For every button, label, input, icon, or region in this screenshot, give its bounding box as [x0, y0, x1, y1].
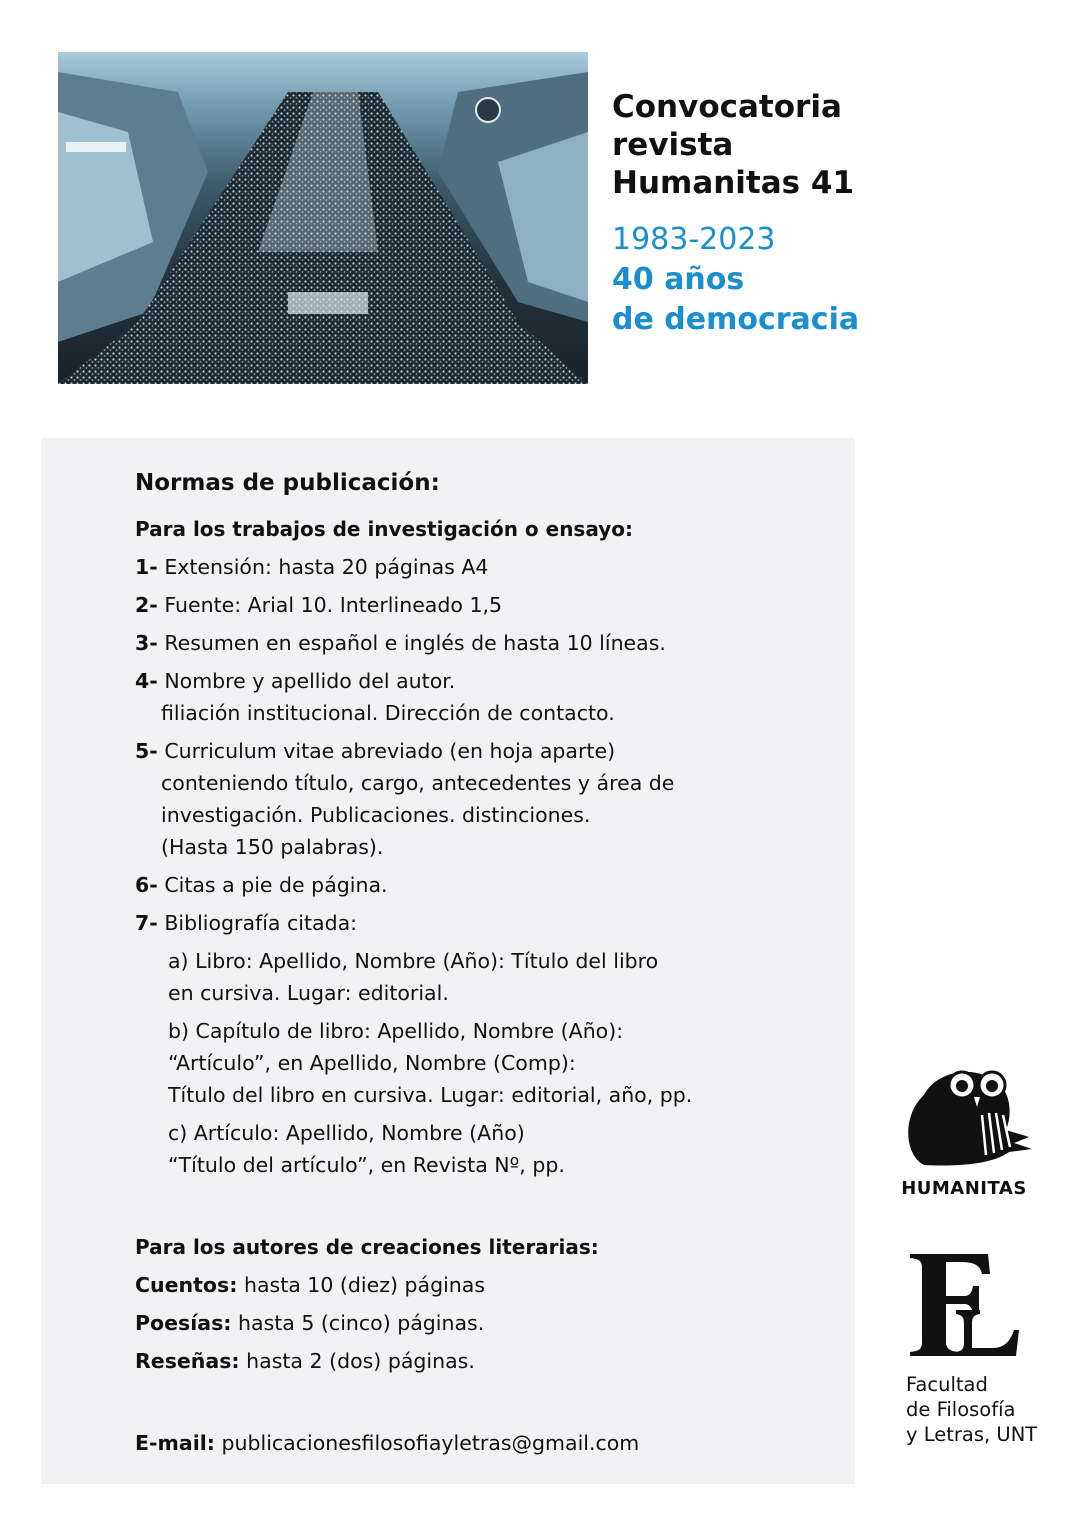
rule-number: 7- [135, 911, 158, 935]
research-heading: Para los trabajos de investigación o ensayo: [135, 517, 633, 541]
email-line [135, 1427, 825, 1459]
bibliography-line: a) Libro: Apellido, Nombre (Año): Título del libro [168, 949, 659, 973]
bibliography-book [135, 945, 825, 1009]
bibliography-article [135, 1117, 825, 1181]
rules-content [135, 467, 825, 1465]
bibliography-line: Título del libro en cursiva. Lugar: editorial, año, pp. [168, 1083, 693, 1107]
title-line-3: Humanitas 41 [612, 165, 855, 201]
rule-text-continued: investigación. Publicaciones. distinciones. [161, 803, 591, 827]
owl-icon [894, 1055, 1034, 1170]
rule-number: 2- [135, 593, 158, 617]
rule-text: Extensión: hasta 20 páginas A4 [164, 555, 489, 579]
rule-text: Nombre y apellido del autor. [164, 669, 456, 693]
rule-text-continued: conteniendo título, cargo, antecedentes y área de [161, 771, 675, 795]
literary-label: Reseñas: [135, 1349, 240, 1373]
faculty-line: de Filosofía [906, 1398, 1016, 1421]
bibliography-line: “Título del artículo”, en Revista Nº, pp. [168, 1153, 565, 1177]
rule-number: 3- [135, 631, 158, 655]
rule-number: 4- [135, 669, 158, 693]
literary-item [135, 1307, 825, 1339]
humanitas-logo [894, 1055, 1044, 1199]
rule-number: 5- [135, 739, 158, 763]
title-line-2: revista [612, 127, 734, 163]
bibliography-chapter [135, 1015, 825, 1111]
rule-text: Resumen en español e inglés de hasta 10 líneas. [164, 631, 666, 655]
rule-number: 6- [135, 873, 158, 897]
years-range: 1983-2023 [612, 222, 776, 257]
bibliography-line: “Artículo”, en Apellido, Nombre (Comp): [168, 1051, 576, 1075]
faculty-name [906, 1372, 1066, 1447]
rule-item [135, 735, 825, 863]
rule-text-continued: filiación institucional. Dirección de contacto. [161, 701, 615, 725]
rule-item [135, 869, 825, 901]
crowd-photo [58, 52, 588, 384]
email-label: E-mail: [135, 1431, 215, 1455]
fl-monogram-icon [906, 1250, 1021, 1360]
title-block [612, 88, 1052, 340]
rule-text: Bibliografía citada: [164, 911, 358, 935]
rule-text: Citas a pie de página. [164, 873, 388, 897]
subtitle-line-1: 40 años [612, 262, 745, 297]
title-line-1: Convocatoria [612, 89, 842, 125]
rule-number: 1- [135, 555, 158, 579]
rule-item [135, 627, 825, 659]
email-address[interactable]: publicacionesfilosofiayletras@gmail.com [221, 1431, 640, 1455]
literary-heading: Para los autores de creaciones literarias: [135, 1235, 599, 1259]
rule-text: Curriculum vitae abreviado (en hoja aparte) [164, 739, 616, 763]
rule-item [135, 907, 825, 939]
faculty-line: Facultad [906, 1373, 988, 1396]
literary-item [135, 1345, 825, 1377]
rule-text-continued: (Hasta 150 palabras). [161, 835, 384, 859]
rule-item [135, 589, 825, 621]
rule-text: Fuente: Arial 10. Interlineado 1,5 [164, 593, 503, 617]
rules-heading: Normas de publicación: [135, 470, 440, 496]
bibliography-line: b) Capítulo de libro: Apellido, Nombre (Año): [168, 1019, 624, 1043]
crowd-photo-graphic [58, 52, 588, 384]
faculty-line: y Letras, UNT [906, 1423, 1038, 1446]
faculty-logo [906, 1250, 1066, 1447]
bibliography-line: c) Artículo: Apellido, Nombre (Año) [168, 1121, 525, 1145]
literary-label: Poesías: [135, 1311, 232, 1335]
humanitas-caption: HUMANITAS [901, 1178, 1027, 1199]
bibliography-line: en cursiva. Lugar: editorial. [168, 981, 449, 1005]
rule-item [135, 665, 825, 729]
rule-item [135, 551, 825, 583]
literary-label: Cuentos: [135, 1273, 238, 1297]
literary-text: hasta 10 (diez) páginas [243, 1273, 486, 1297]
subtitle-line-2: de democracia [612, 302, 860, 337]
literary-item [135, 1269, 825, 1301]
literary-text: hasta 2 (dos) páginas. [246, 1349, 475, 1373]
literary-text: hasta 5 (cinco) páginas. [238, 1311, 485, 1335]
